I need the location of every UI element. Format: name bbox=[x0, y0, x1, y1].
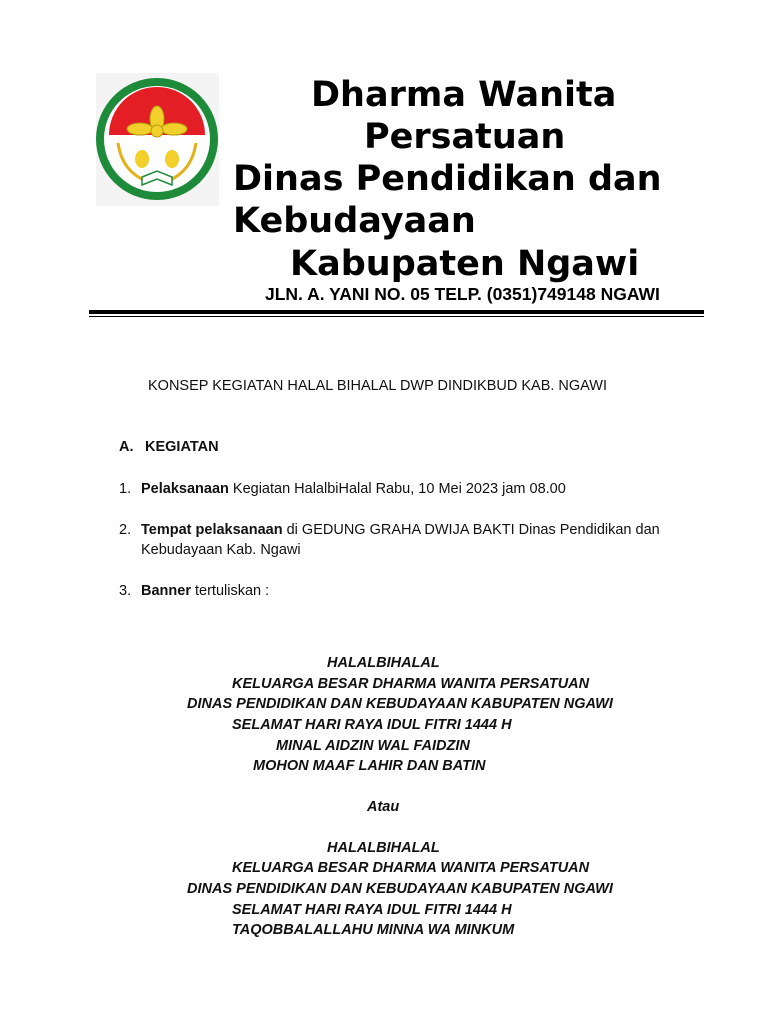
banner1-line: HALALBIHALAL bbox=[327, 655, 440, 671]
item-text: di GEDUNG GRAHA DWIJA BAKTI Dinas Pendidikan dan bbox=[286, 522, 660, 538]
item-number: 3. bbox=[119, 583, 132, 599]
section-heading: KEGIATAN bbox=[145, 439, 219, 455]
org-address: JLN. A. YANI NO. 05 TELP. (0351)749148 NGAWI bbox=[265, 284, 660, 304]
item-text: tertuliskan : bbox=[195, 583, 270, 599]
banner1-line: SELAMAT HARI RAYA IDUL FITRI 1444 H bbox=[232, 717, 512, 733]
banner1-line: KELUARGA BESAR DHARMA WANITA PERSATUAN bbox=[232, 676, 590, 692]
item-label: Tempat pelaksanaan bbox=[141, 522, 283, 538]
document-title: KONSEP KEGIATAN HALAL BIHALAL DWP DINDIKBUD KAB. NGAWI bbox=[148, 378, 608, 394]
org-name-line3: Dinas Pendidikan dan bbox=[233, 159, 662, 199]
list-item bbox=[141, 479, 566, 500]
item-label: Pelaksanaan bbox=[141, 481, 229, 497]
list-item bbox=[141, 520, 660, 541]
section-letter: A. bbox=[119, 439, 134, 455]
item-text: Kegiatan HalalbiHalal Rabu, 10 Mei 2023 jam 08.00 bbox=[232, 481, 566, 497]
banner2-line: HALALBIHALAL bbox=[327, 840, 440, 856]
item-number: 1. bbox=[119, 481, 132, 497]
banner1-line: DINAS PENDIDIKAN DAN KEBUDAYAAN KABUPATEN NGAWI bbox=[187, 696, 613, 712]
item-number: 2. bbox=[119, 522, 132, 538]
banner2-line: DINAS PENDIDIKAN DAN KEBUDAYAAN KABUPATEN NGAWI bbox=[187, 881, 613, 897]
org-name-line5: Kabupaten Ngawi bbox=[290, 244, 640, 284]
list-item bbox=[141, 581, 269, 602]
item-text-continued: Kebudayaan Kab. Ngawi bbox=[141, 542, 301, 558]
dwp-logo bbox=[96, 73, 219, 206]
banner2-line: SELAMAT HARI RAYA IDUL FITRI 1444 H bbox=[232, 902, 512, 918]
item-label: Banner bbox=[141, 583, 191, 599]
org-name-line2: Persatuan bbox=[364, 117, 566, 157]
org-name-line1: Dharma Wanita bbox=[311, 75, 617, 115]
header-divider-thin bbox=[89, 316, 704, 317]
dwp-emblem-icon bbox=[96, 73, 219, 206]
org-name-line4: Kebudayaan bbox=[233, 201, 476, 241]
banner2-line: KELUARGA BESAR DHARMA WANITA PERSATUAN bbox=[232, 860, 590, 876]
banner1-line: MOHON MAAF LAHIR DAN BATIN bbox=[253, 758, 486, 774]
banner1-line: MINAL AIDZIN WAL FAIDZIN bbox=[276, 738, 470, 754]
or-separator: Atau bbox=[367, 799, 400, 815]
banner2-line: TAQOBBALALLAHU MINNA WA MINKUM bbox=[232, 922, 515, 938]
header-divider bbox=[89, 310, 704, 314]
